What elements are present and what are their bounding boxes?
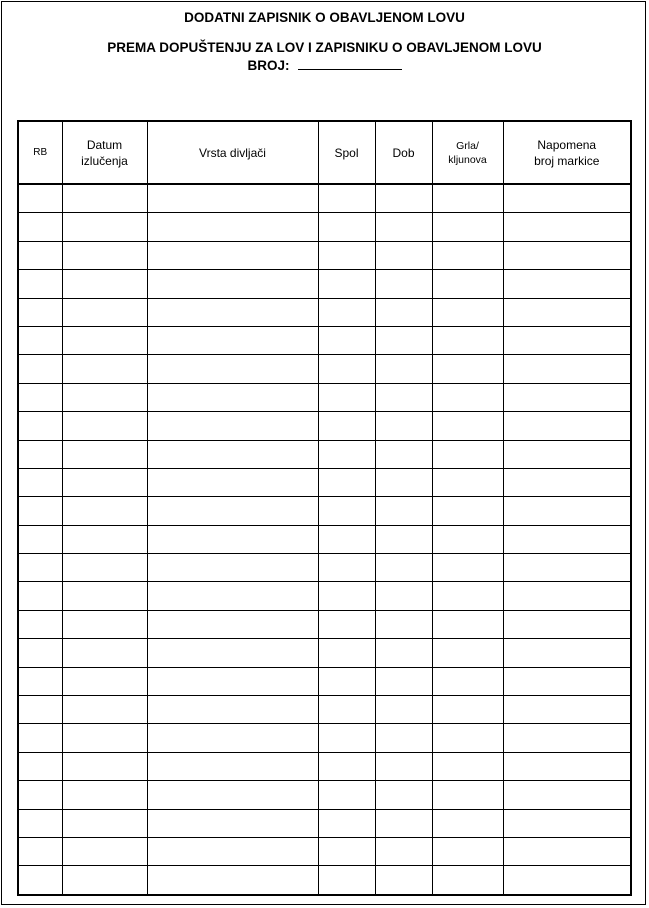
table-cell-spol[interactable]: [318, 241, 375, 269]
table-cell-datum[interactable]: [62, 809, 147, 837]
table-cell-rb[interactable]: [18, 667, 62, 695]
table-cell-datum[interactable]: [62, 468, 147, 496]
table-cell-vrsta[interactable]: [147, 667, 318, 695]
table-cell-vrsta[interactable]: [147, 525, 318, 553]
table-cell-spol[interactable]: [318, 412, 375, 440]
table-cell-napomena[interactable]: [503, 326, 631, 354]
table-cell-datum[interactable]: [62, 639, 147, 667]
table-cell-dob[interactable]: [375, 213, 432, 241]
table-cell-dob[interactable]: [375, 383, 432, 411]
table-cell-grla[interactable]: [432, 355, 503, 383]
table-cell-grla[interactable]: [432, 383, 503, 411]
table-cell-datum[interactable]: [62, 781, 147, 809]
table-cell-vrsta[interactable]: [147, 241, 318, 269]
table-row: [18, 412, 631, 440]
table-cell-spol[interactable]: [318, 468, 375, 496]
table-cell-napomena[interactable]: [503, 554, 631, 582]
table-row: [18, 440, 631, 468]
table-cell-vrsta[interactable]: [147, 468, 318, 496]
table-cell-spol[interactable]: [318, 610, 375, 638]
table-cell-grla[interactable]: [432, 440, 503, 468]
table-cell-vrsta[interactable]: [147, 809, 318, 837]
table-cell-dob[interactable]: [375, 326, 432, 354]
table-cell-grla[interactable]: [432, 696, 503, 724]
table-cell-datum[interactable]: [62, 270, 147, 298]
table-cell-spol[interactable]: [318, 497, 375, 525]
table-cell-rb[interactable]: [18, 525, 62, 553]
table-cell-datum[interactable]: [62, 724, 147, 752]
table-row: [18, 696, 631, 724]
table-cell-dob[interactable]: [375, 667, 432, 695]
table-cell-spol[interactable]: [318, 554, 375, 582]
table-row: [18, 497, 631, 525]
table-row: [18, 298, 631, 326]
table-row: [18, 809, 631, 837]
table-cell-napomena[interactable]: [503, 298, 631, 326]
table-cell-dob[interactable]: [375, 554, 432, 582]
table-cell-spol[interactable]: [318, 809, 375, 837]
table-cell-spol[interactable]: [318, 724, 375, 752]
table-cell-rb[interactable]: [18, 724, 62, 752]
table-cell-vrsta[interactable]: [147, 696, 318, 724]
table-cell-dob[interactable]: [375, 184, 432, 213]
table-cell-datum[interactable]: [62, 554, 147, 582]
table-cell-dob[interactable]: [375, 298, 432, 326]
table-cell-napomena[interactable]: [503, 866, 631, 895]
table-cell-vrsta[interactable]: [147, 270, 318, 298]
table-cell-spol[interactable]: [318, 837, 375, 865]
table-cell-grla[interactable]: [432, 781, 503, 809]
table-cell-vrsta[interactable]: [147, 752, 318, 780]
table-cell-napomena[interactable]: [503, 270, 631, 298]
table-cell-grla[interactable]: [432, 866, 503, 895]
table-cell-rb[interactable]: [18, 412, 62, 440]
table-cell-dob[interactable]: [375, 355, 432, 383]
table-cell-spol[interactable]: [318, 525, 375, 553]
table-cell-rb[interactable]: [18, 497, 62, 525]
table-cell-datum[interactable]: [62, 412, 147, 440]
table-cell-rb[interactable]: [18, 355, 62, 383]
table-cell-rb[interactable]: [18, 270, 62, 298]
table-cell-spol[interactable]: [318, 440, 375, 468]
table-cell-spol[interactable]: [318, 326, 375, 354]
table-cell-grla[interactable]: [432, 837, 503, 865]
table-cell-napomena[interactable]: [503, 383, 631, 411]
table-row: [18, 781, 631, 809]
table-cell-spol[interactable]: [318, 667, 375, 695]
table-row: [18, 213, 631, 241]
table-cell-datum[interactable]: [62, 837, 147, 865]
table-row: [18, 355, 631, 383]
table-cell-dob[interactable]: [375, 497, 432, 525]
table-row: [18, 383, 631, 411]
table-cell-grla[interactable]: [432, 298, 503, 326]
table-cell-datum[interactable]: [62, 213, 147, 241]
table-cell-vrsta[interactable]: [147, 781, 318, 809]
table-row: [18, 241, 631, 269]
table-row: [18, 639, 631, 667]
table-cell-napomena[interactable]: [503, 497, 631, 525]
table-cell-napomena[interactable]: [503, 781, 631, 809]
table-cell-grla[interactable]: [432, 554, 503, 582]
column-header-napomena: Napomena broj markice: [503, 121, 631, 184]
table-cell-dob[interactable]: [375, 809, 432, 837]
table-cell-vrsta[interactable]: [147, 582, 318, 610]
table-cell-spol[interactable]: [318, 355, 375, 383]
table-cell-rb[interactable]: [18, 582, 62, 610]
table-cell-grla[interactable]: [432, 752, 503, 780]
table-cell-grla[interactable]: [432, 213, 503, 241]
table-cell-dob[interactable]: [375, 866, 432, 895]
table-cell-spol[interactable]: [318, 582, 375, 610]
table-cell-vrsta[interactable]: [147, 639, 318, 667]
table-row: [18, 724, 631, 752]
table-cell-grla[interactable]: [432, 724, 503, 752]
table-cell-vrsta[interactable]: [147, 184, 318, 213]
document-number-blank: [298, 58, 402, 70]
table-row: [18, 270, 631, 298]
table-cell-spol[interactable]: [318, 270, 375, 298]
table-cell-dob[interactable]: [375, 468, 432, 496]
table-cell-datum[interactable]: [62, 241, 147, 269]
table-row: [18, 326, 631, 354]
table-cell-grla[interactable]: [432, 497, 503, 525]
hunting-record-table: [17, 120, 632, 896]
table-cell-dob[interactable]: [375, 781, 432, 809]
table-cell-napomena[interactable]: [503, 639, 631, 667]
table-row: [18, 525, 631, 553]
table-cell-datum[interactable]: [62, 525, 147, 553]
table-cell-datum[interactable]: [62, 610, 147, 638]
table-row: [18, 554, 631, 582]
table-cell-vrsta[interactable]: [147, 724, 318, 752]
table-cell-datum[interactable]: [62, 752, 147, 780]
table-cell-grla[interactable]: [432, 667, 503, 695]
table-cell-vrsta[interactable]: [147, 497, 318, 525]
table-cell-dob[interactable]: [375, 610, 432, 638]
document-number-label: BROJ:: [247, 58, 290, 73]
table-cell-rb[interactable]: [18, 298, 62, 326]
table-cell-rb[interactable]: [18, 809, 62, 837]
table-cell-napomena[interactable]: [503, 440, 631, 468]
column-header-spol: Spol: [318, 121, 375, 184]
table-cell-grla[interactable]: [432, 610, 503, 638]
table-cell-vrsta[interactable]: [147, 383, 318, 411]
table-cell-grla[interactable]: [432, 525, 503, 553]
column-header-dob: Dob: [375, 121, 432, 184]
table-cell-grla[interactable]: [432, 326, 503, 354]
table-row: [18, 752, 631, 780]
table-row: [18, 582, 631, 610]
table-cell-dob[interactable]: [375, 752, 432, 780]
table-row: [18, 667, 631, 695]
table-cell-spol[interactable]: [318, 383, 375, 411]
table-cell-dob[interactable]: [375, 270, 432, 298]
table-cell-grla[interactable]: [432, 582, 503, 610]
table-cell-napomena[interactable]: [503, 610, 631, 638]
column-header-grla: Grla/ kljunova: [432, 121, 503, 184]
table-cell-datum[interactable]: [62, 184, 147, 213]
table-cell-dob[interactable]: [375, 724, 432, 752]
table-cell-rb[interactable]: [18, 639, 62, 667]
table-cell-rb[interactable]: [18, 383, 62, 411]
table-cell-napomena[interactable]: [503, 184, 631, 213]
table-cell-vrsta[interactable]: [147, 837, 318, 865]
table-cell-rb[interactable]: [18, 696, 62, 724]
table-header-row: [18, 121, 631, 184]
table-cell-napomena[interactable]: [503, 355, 631, 383]
column-header-datum: Datum izlučenja: [62, 121, 147, 184]
document-title: DODATNI ZAPISNIK O OBAVLJENOM LOVU: [184, 10, 465, 25]
table-cell-dob[interactable]: [375, 582, 432, 610]
table-cell-dob[interactable]: [375, 837, 432, 865]
table-cell-grla[interactable]: [432, 468, 503, 496]
table-cell-spol[interactable]: [318, 866, 375, 895]
table-cell-grla[interactable]: [432, 809, 503, 837]
table-cell-vrsta[interactable]: [147, 440, 318, 468]
table-cell-spol[interactable]: [318, 184, 375, 213]
column-header-vrsta: Vrsta divljači: [147, 121, 318, 184]
table-cell-grla[interactable]: [432, 412, 503, 440]
table-cell-napomena[interactable]: [503, 752, 631, 780]
table-body: [18, 184, 631, 895]
table-cell-vrsta[interactable]: [147, 213, 318, 241]
table-row: [18, 866, 631, 895]
table-cell-grla[interactable]: [432, 184, 503, 213]
table-cell-rb[interactable]: [18, 837, 62, 865]
table-cell-dob[interactable]: [375, 696, 432, 724]
table-cell-dob[interactable]: [375, 525, 432, 553]
table-cell-datum[interactable]: [62, 326, 147, 354]
table-cell-datum[interactable]: [62, 866, 147, 895]
table-row: [18, 184, 631, 213]
table-cell-spol[interactable]: [318, 213, 375, 241]
table-cell-datum[interactable]: [62, 582, 147, 610]
table-cell-datum[interactable]: [62, 298, 147, 326]
table-cell-grla[interactable]: [432, 241, 503, 269]
table-cell-vrsta[interactable]: [147, 554, 318, 582]
table-cell-rb[interactable]: [18, 213, 62, 241]
table-row: [18, 610, 631, 638]
table-cell-napomena[interactable]: [503, 525, 631, 553]
table-cell-dob[interactable]: [375, 639, 432, 667]
table-cell-napomena[interactable]: [503, 213, 631, 241]
table-cell-datum[interactable]: [62, 696, 147, 724]
table-cell-rb[interactable]: [18, 610, 62, 638]
table-cell-rb[interactable]: [18, 554, 62, 582]
table-cell-napomena[interactable]: [503, 724, 631, 752]
document-number: [0, 58, 649, 73]
table-cell-napomena[interactable]: [503, 667, 631, 695]
table-cell-datum[interactable]: [62, 440, 147, 468]
table-cell-rb[interactable]: [18, 184, 62, 213]
table-cell-rb[interactable]: [18, 241, 62, 269]
table-cell-napomena[interactable]: [503, 468, 631, 496]
table-cell-napomena[interactable]: [503, 412, 631, 440]
table-cell-napomena[interactable]: [503, 696, 631, 724]
table-cell-grla[interactable]: [432, 270, 503, 298]
table-cell-rb[interactable]: [18, 468, 62, 496]
table-cell-vrsta[interactable]: [147, 326, 318, 354]
table-cell-vrsta[interactable]: [147, 866, 318, 895]
table-cell-napomena[interactable]: [503, 809, 631, 837]
table-cell-vrsta[interactable]: [147, 412, 318, 440]
table-cell-spol[interactable]: [318, 781, 375, 809]
table-cell-rb[interactable]: [18, 781, 62, 809]
table-cell-vrsta[interactable]: [147, 610, 318, 638]
table-cell-napomena[interactable]: [503, 241, 631, 269]
document-subtitle: PREMA DOPUŠTENJU ZA LOV I ZAPISNIKU O OBAVLJENOM LOVU: [107, 40, 542, 55]
table-cell-datum[interactable]: [62, 667, 147, 695]
table-cell-grla[interactable]: [432, 639, 503, 667]
table-cell-dob[interactable]: [375, 241, 432, 269]
table-cell-datum[interactable]: [62, 497, 147, 525]
table-cell-rb[interactable]: [18, 866, 62, 895]
table-cell-datum[interactable]: [62, 383, 147, 411]
table-cell-spol[interactable]: [318, 298, 375, 326]
table-cell-vrsta[interactable]: [147, 355, 318, 383]
table-cell-vrsta[interactable]: [147, 298, 318, 326]
table-cell-spol[interactable]: [318, 752, 375, 780]
table-row: [18, 837, 631, 865]
table-row: [18, 468, 631, 496]
table-cell-spol[interactable]: [318, 639, 375, 667]
table-cell-datum[interactable]: [62, 355, 147, 383]
column-header-rb: RB: [18, 121, 62, 184]
table-cell-spol[interactable]: [318, 696, 375, 724]
table-cell-rb[interactable]: [18, 326, 62, 354]
table-cell-napomena[interactable]: [503, 582, 631, 610]
table-cell-rb[interactable]: [18, 752, 62, 780]
table-cell-dob[interactable]: [375, 412, 432, 440]
table-cell-rb[interactable]: [18, 440, 62, 468]
table-cell-dob[interactable]: [375, 440, 432, 468]
table-cell-napomena[interactable]: [503, 837, 631, 865]
